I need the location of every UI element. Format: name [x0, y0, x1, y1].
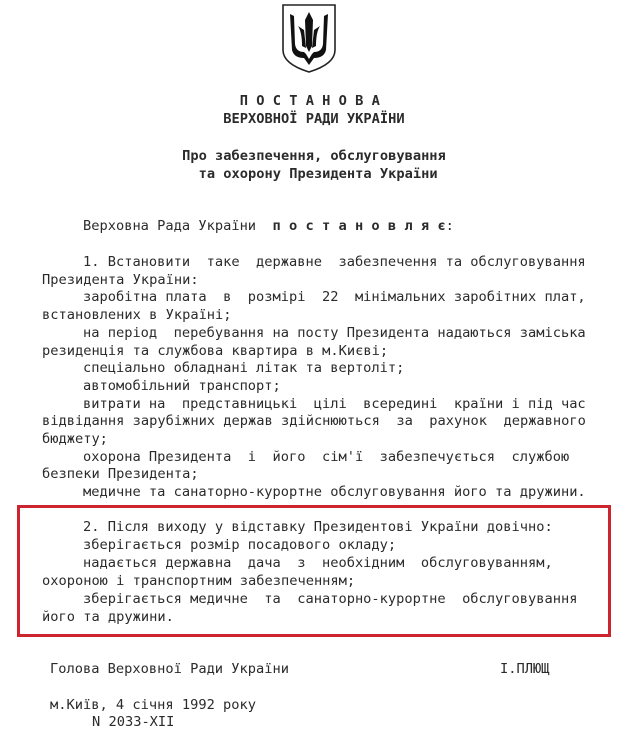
- preamble-text: Верховна Рада України: [83, 218, 257, 234]
- signer-title: Голова Верховної Ради України: [50, 661, 289, 677]
- paragraph-line: заробітна плата в розмірі 22 мінімальних заробітних плат,: [83, 289, 586, 306]
- paragraph-line: медичне та санаторно-курортне обслуговування його та дружини.: [83, 484, 586, 500]
- decree-word: п о с т а н о в л я є: [272, 218, 446, 234]
- paragraph-line: спеціально обладнані літак та вертоліт;: [83, 360, 405, 377]
- document-number: N 2033-XII: [92, 714, 175, 730]
- paragraph-line: Президента України:: [42, 271, 199, 288]
- paragraph-line: охороною і транспортним забезпеченням;: [42, 573, 356, 589]
- paragraph-line: бюджету;: [42, 431, 108, 447]
- paragraph-line: витрати на представницькі цілі всередині країни і під час: [83, 395, 586, 412]
- document-type: [42, 92, 380, 110]
- paragraph-line: автомобільний транспорт;: [83, 377, 281, 394]
- paragraph-line: резиденція та службова квартира в м.Києві;: [42, 342, 389, 359]
- preamble-colon: :: [445, 218, 454, 234]
- coat-of-arms-trident-icon: [280, 2, 338, 74]
- subject-line-2: [42, 165, 438, 183]
- paragraph-line: зберігається медичне та санаторно-курортне обслуговування: [83, 591, 578, 607]
- paragraph-line: відвідання зарубіжних держав здійснюються за рахунок державного: [42, 413, 586, 430]
- place-date: м.Київ, 4 січня 1992 року: [50, 697, 257, 713]
- paragraph-line: охорона Президента і його сім'ї забезпечується службою: [83, 448, 570, 465]
- paragraph-line: надається державна дача з необхідним обслуговуванням,: [83, 555, 553, 571]
- paragraph-line: його та дружини.: [42, 609, 174, 625]
- document-type-text: П О С Т А Н О В А: [239, 93, 380, 109]
- subject-line-1: [42, 147, 446, 165]
- paragraph-line: на період перебування на посту Президента надаються заміська: [83, 324, 586, 341]
- paragraph-line: безпеки Президента;: [42, 466, 199, 483]
- paragraph-line: 1. Встановити таке державне забезпечення та обслуговування: [83, 254, 586, 270]
- paragraph-line: 2. Після виходу у відставку Президентові України довічно:: [83, 519, 553, 535]
- paragraph-line: зберігається розмір посадового окладу;: [83, 537, 397, 553]
- issuer: [42, 110, 405, 128]
- issuer-text: ВЕРХОВНОЇ РАДИ УКРАЇНИ: [223, 111, 405, 127]
- subject-text-1: Про забезпечення, обслуговування: [182, 148, 446, 164]
- signer-name: І.ПЛЮЩ: [500, 661, 550, 677]
- preamble: [83, 217, 454, 235]
- subject-text-2: та охорону Президента України: [198, 166, 438, 182]
- paragraph-line: встановлених в Україні;: [42, 307, 232, 324]
